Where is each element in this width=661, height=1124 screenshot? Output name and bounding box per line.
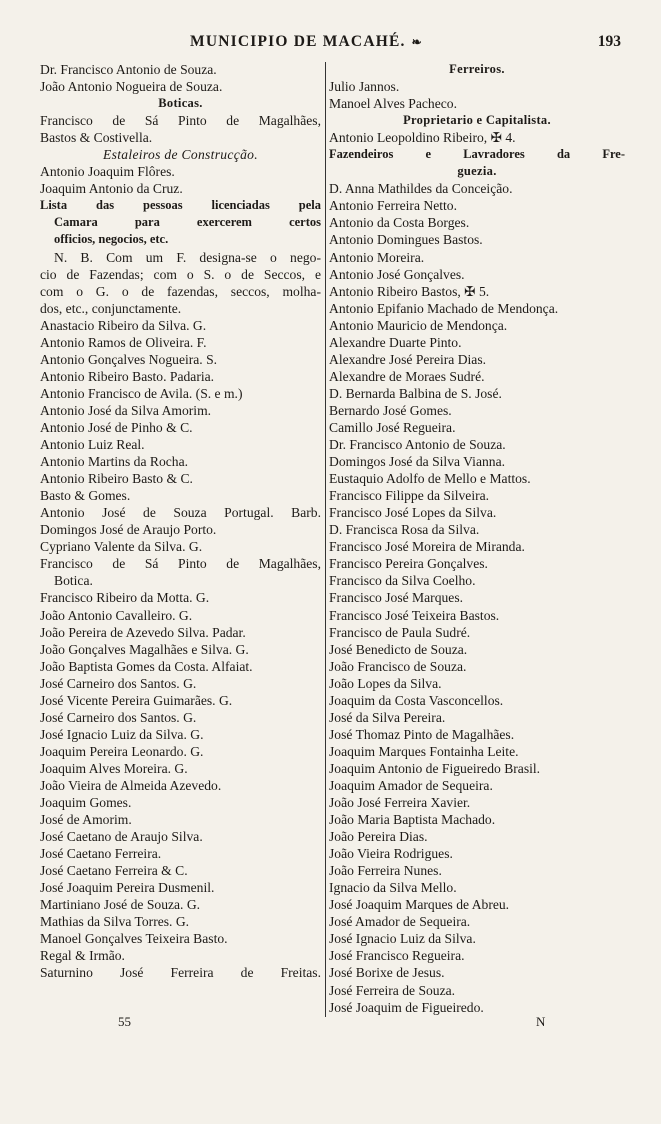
page-title: MUNICIPIO DE MACAHÉ. ❧ — [190, 33, 423, 50]
list-item: Antonio Moreira. — [329, 249, 425, 265]
list-item: José Joaquim Marques de Abreu. — [329, 897, 510, 913]
list-item: Antonio Leopoldino Ribeiro, ✠ 4. — [329, 130, 516, 146]
list-item: Camara para exercerem certos — [54, 215, 321, 230]
list-item: José Carneiro dos Santos. G. — [40, 675, 197, 691]
list-item: José Francisco Regueira. — [329, 948, 465, 964]
section-heading: Ferreiros. — [449, 62, 505, 76]
list-item: Antonio Joaquim Flôres. — [40, 164, 175, 180]
list-item: João Baptista Gomes da Costa. Alfaiat. — [40, 658, 253, 674]
list-item: João Antonio Cavalleiro. G. — [40, 607, 193, 623]
list-item: Antonio Ribeiro Basto. Padaria. — [40, 368, 215, 384]
list-item: Francisco de Paula Sudré. — [329, 624, 471, 640]
list-item: Antonio José Gonçalves. — [329, 266, 465, 282]
list-item: Joaquim Gomes. — [40, 795, 132, 811]
list-item: Joaquim Antonio de Figueiredo Brasil. — [329, 760, 541, 776]
list-item: Francisco José Moreira de Miranda. — [329, 539, 525, 555]
list-item: José de Amorim. — [40, 812, 132, 828]
list-item: Eustaquio Adolfo de Mello e Mattos. — [329, 471, 531, 487]
list-item: cio de Fazendas; com o S. o de Seccos, e — [40, 266, 321, 282]
list-item: José Ferreira de Souza. — [329, 982, 456, 998]
list-item: José Thomaz Pinto de Magalhães. — [329, 726, 515, 742]
page-footer — [40, 1014, 621, 1032]
section-heading: guezia. — [457, 164, 497, 179]
list-item: José da Silva Pereira. — [329, 709, 446, 725]
list-item: José Caetano de Araujo Silva. — [40, 829, 203, 845]
ornament-icon: ❧ — [411, 35, 423, 49]
list-item: José Borixe de Jesus. — [329, 965, 445, 981]
list-item: Antonio Mauricio de Mendonça. — [329, 317, 508, 333]
list-item: João Francisco de Souza. — [329, 658, 467, 674]
list-item: João Pereira de Azevedo Silva. Padar. — [40, 624, 246, 640]
list-item: Domingos José da Silva Vianna. — [329, 454, 506, 470]
list-item: Francisco José Marques. — [329, 590, 464, 606]
list-item: João Vieira de Almeida Azevedo. — [40, 777, 222, 793]
list-item: José Caetano Ferreira & C. — [40, 863, 188, 879]
list-item: José Amador de Sequeira. — [329, 914, 471, 930]
list-item: Camillo José Regueira. — [329, 419, 456, 435]
column-divider — [325, 62, 326, 1017]
list-item: Manoel Gonçalves Teixeira Basto. — [40, 931, 228, 947]
list-item: João Gonçalves Magalhães e Silva. G. — [40, 641, 249, 657]
list-item: Antonio José de Pinho & C. — [40, 419, 193, 435]
list-item: Antonio José da Silva Amorim. — [40, 402, 212, 418]
list-item: Joaquim Marques Fontainha Leite. — [329, 743, 519, 759]
list-item: Antonio Luiz Real. — [40, 437, 145, 453]
list-item: Domingos José de Araujo Porto. — [40, 522, 217, 538]
list-item: Joaquim da Costa Vasconcellos. — [329, 692, 504, 708]
list-item: com o G. o de fazendas, seccos, molha- — [40, 283, 321, 299]
list-item: Anastacio Ribeiro da Silva. G. — [40, 317, 207, 333]
list-item: Antonio Ramos de Oliveira. F. — [40, 334, 207, 350]
list-item: N. B. Com um F. designa-se o nego- — [54, 249, 321, 265]
list-item: João Pereira Dias. — [329, 829, 428, 845]
list-item: Bernardo José Gomes. — [329, 402, 452, 418]
list-item: Cypriano Valente da Silva. G. — [40, 539, 203, 555]
list-item: Mathias da Silva Torres. G. — [40, 914, 190, 930]
list-item: Dr. Francisco Antonio de Souza. — [40, 62, 217, 77]
list-item: Antonio José de Souza Portugal. Barb. — [40, 505, 321, 521]
list-item: Francisco da Silva Coelho. — [329, 573, 476, 589]
list-item: João Antonio Nogueira de Souza. — [40, 79, 223, 95]
list-item: José Joaquim de Figueiredo. — [329, 999, 484, 1015]
list-item: Antonio Ribeiro Basto & C. — [40, 471, 193, 487]
list-item: Joaquim Pereira Leonardo. G. — [40, 743, 204, 759]
list-item: Basto & Gomes. — [40, 488, 131, 504]
list-item: Antonio Francisco de Avila. (S. e m.) — [40, 385, 243, 401]
list-item: Regal & Irmão. — [40, 948, 125, 964]
list-item: João Vieira Rodrigues. — [329, 846, 453, 862]
list-item: José Carneiro dos Santos. G. — [40, 709, 197, 725]
section-heading: Estaleiros de Construcção. — [103, 147, 258, 163]
list-item: José Ignacio Luiz da Silva. G. — [40, 726, 204, 742]
section-heading: Proprietario e Capitalista. — [403, 113, 551, 128]
list-item: Joaquim Alves Moreira. G. — [40, 760, 188, 776]
right-column — [329, 61, 625, 1016]
list-item: Manoel Alves Pacheco. — [329, 96, 457, 112]
list-item: Francisco Ribeiro da Motta. G. — [40, 590, 210, 606]
list-item: José Ignacio Luiz da Silva. — [329, 931, 476, 947]
list-item: Lista das pessoas licenciadas pela — [40, 198, 321, 213]
list-item: Botica. — [54, 573, 93, 589]
section-heading: Boticas. — [158, 96, 203, 111]
gathering-mark: N — [536, 1014, 546, 1029]
list-item: Alexandre Duarte Pinto. — [329, 334, 462, 350]
list-item: Francisco de Sá Pinto de Magalhães, — [40, 556, 321, 572]
list-item: Francisco José Teixeira Bastos. — [329, 607, 500, 623]
list-item: Dr. Francisco Antonio de Souza. — [329, 437, 506, 453]
list-item: João Maria Baptista Machado. — [329, 812, 496, 828]
list-item: João Ferreira Nunes. — [329, 863, 442, 879]
list-item: officios, negocios, etc. — [54, 232, 169, 247]
page-number: 193 — [597, 33, 621, 50]
list-item: D. Anna Mathildes da Conceição. — [329, 181, 513, 197]
list-item: Martiniano José de Souza. G. — [40, 897, 201, 913]
list-item: José Vicente Pereira Guimarães. G. — [40, 692, 233, 708]
list-item: José Joaquim Pereira Dusmenil. — [40, 880, 215, 896]
list-item: Francisco Pereira Gonçalves. — [329, 556, 488, 572]
list-item: Francisco José Lopes da Silva. — [329, 505, 497, 521]
list-item: Julio Jannos. — [329, 79, 400, 95]
list-item: Antonio Epifanio Machado de Mendonça. — [329, 300, 559, 316]
list-item: Alexandre José Pereira Dias. — [329, 351, 487, 367]
list-item: D. Francisca Rosa da Silva. — [329, 522, 480, 538]
list-item: Antonio Martins da Rocha. — [40, 454, 188, 470]
list-item: Antonio Ribeiro Bastos, ✠ 5. — [329, 283, 490, 299]
list-item: Bastos & Costivella. — [40, 130, 153, 146]
list-item: Francisco de Sá Pinto de Magalhães, — [40, 113, 321, 129]
list-item: Saturnino José Ferreira de Freitas. — [40, 965, 321, 981]
list-item: Francisco Filippe da Silveira. — [329, 488, 490, 504]
list-item: Antonio Domingues Bastos. — [329, 232, 483, 248]
page-header — [40, 33, 621, 57]
list-item: José Caetano Ferreira. — [40, 846, 162, 862]
list-item: Antonio Ferreira Netto. — [329, 198, 457, 214]
list-item: José Benedicto de Souza. — [329, 641, 468, 657]
left-column — [40, 61, 321, 982]
list-item: Joaquim Antonio da Cruz. — [40, 181, 183, 197]
list-item: dos, etc., conjunctamente. — [40, 300, 182, 316]
list-item: Antonio da Costa Borges. — [329, 215, 470, 231]
list-item: João José Ferreira Xavier. — [329, 795, 471, 811]
signature-mark: 55 — [118, 1014, 131, 1029]
list-item: Fazendeiros e Lavradores da Fre- — [329, 147, 625, 162]
list-item: Joaquim Amador de Sequeira. — [329, 777, 493, 793]
list-item: D. Bernarda Balbina de S. José. — [329, 385, 502, 401]
list-item: Ignacio da Silva Mello. — [329, 880, 457, 896]
list-item: Alexandre de Moraes Sudré. — [329, 368, 485, 384]
list-item: João Lopes da Silva. — [329, 675, 442, 691]
list-item: Antonio Gonçalves Nogueira. S. — [40, 351, 218, 367]
